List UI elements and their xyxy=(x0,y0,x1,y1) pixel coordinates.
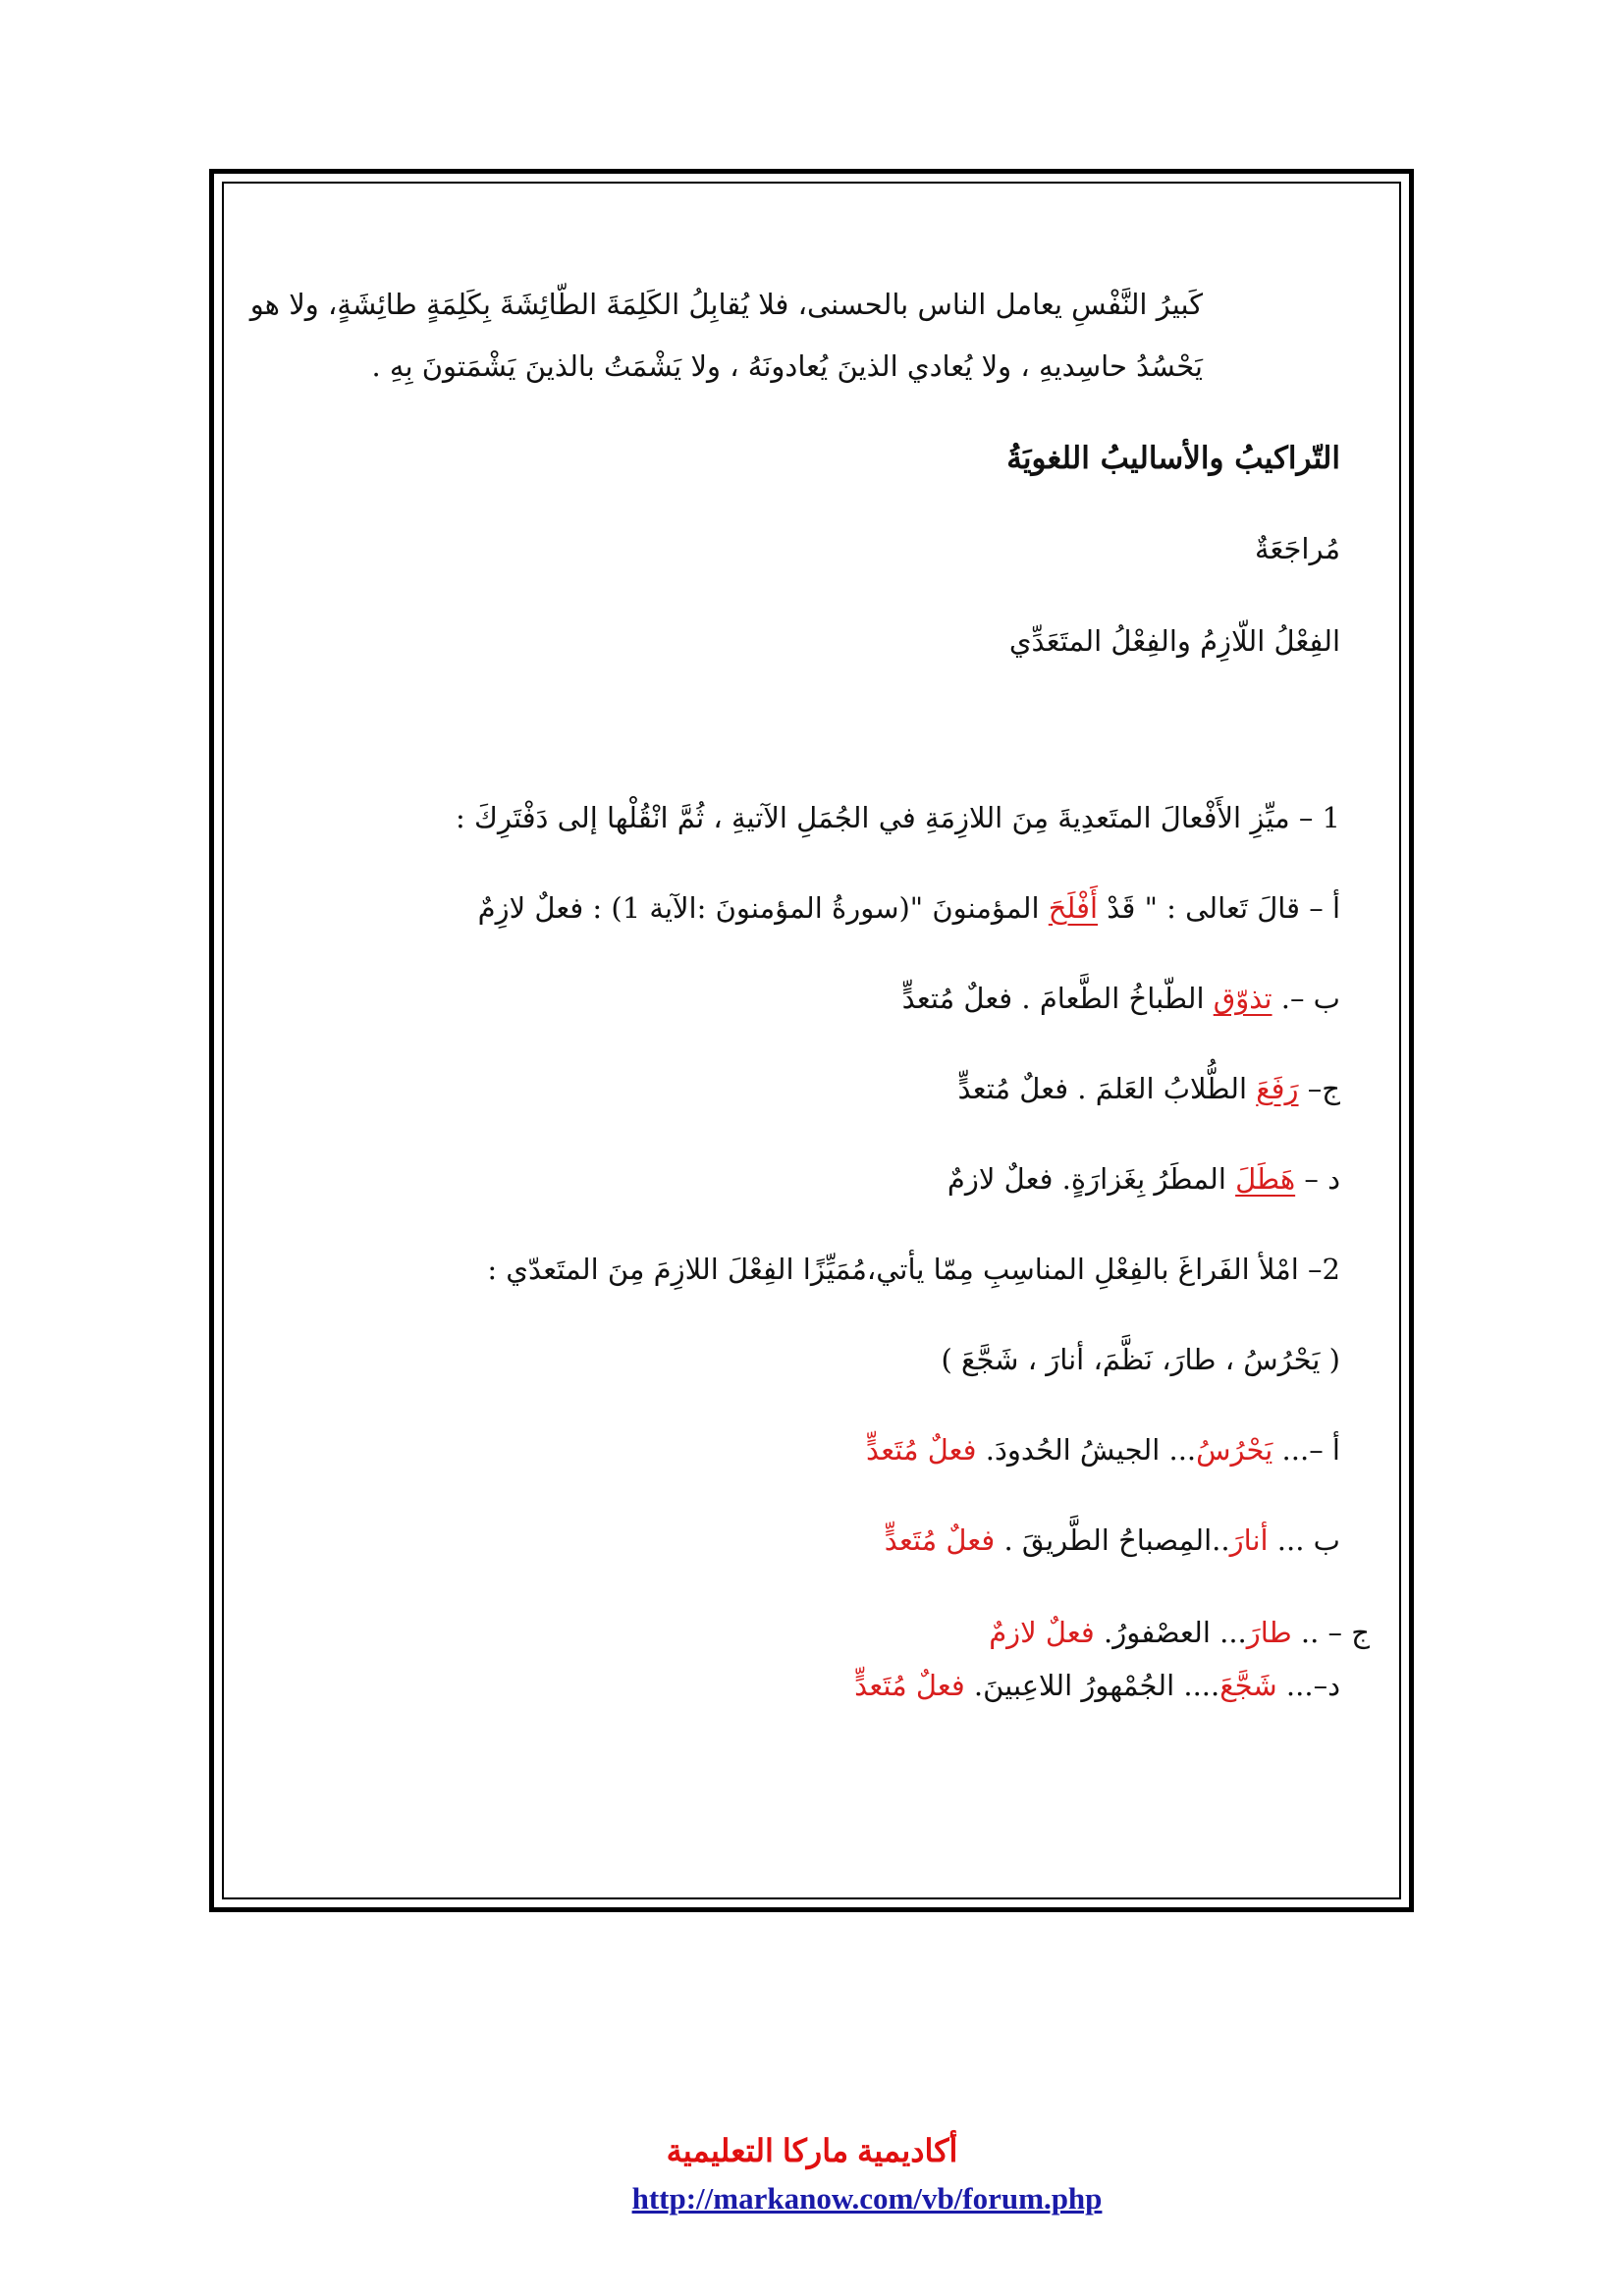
q2-choices: ( يَحْرُسُ ، طارَ، نَظَّمَ، أنارَ ، شَجَّعَ ) xyxy=(941,1343,1340,1376)
footer-academy-title: أكاديمية ماركا التعليمية xyxy=(666,2133,958,2168)
footer-forum-link[interactable]: http://markanow.com/vb/forum.php xyxy=(631,2181,1103,2216)
intro-line-2: يَحْسُدُ حاسِديهِ ، ولا يُعادي الذينَ يُعادونَهُ ، ولا يَشْمَتُ بالذينَ يَشْمَتونَ بِهِ . xyxy=(371,349,1203,383)
q2-item-b-pre: ب ... xyxy=(1268,1523,1340,1557)
q2-item-d-verb: شَجَّعَ xyxy=(1219,1669,1277,1702)
intro-line-1: كَبيرُ النَّفْسِ يعامل الناس بالحسنى، فلا يُقابِلُ الكَلِمَةَ الطّائِشَةَ بِكَلِمَةٍ طائِشَةٍ، ولا هو xyxy=(249,288,1203,321)
q2-item-c-verb: طارَ xyxy=(1246,1616,1292,1649)
q1-item-c xyxy=(958,1069,1340,1108)
document-content xyxy=(214,174,1409,1907)
q2-item-c-pre: ج – .. xyxy=(1291,1616,1370,1649)
q2-item-d-type: فعلٌ مُتَعدٍّ xyxy=(854,1669,965,1702)
q2-item-b-verb: أنارَ xyxy=(1229,1523,1269,1557)
q1-item-c-verb: رَفَعَ xyxy=(1256,1072,1299,1105)
q1-item-d-post: المطَرُ بِغَزارَةٍ. فعلٌ لازمٌ xyxy=(947,1162,1236,1196)
q1-item-a xyxy=(478,888,1340,928)
q2-item-b-type: فعلٌ مُتَعدٍّ xyxy=(884,1523,996,1557)
q2-item-a-pre: أ –... xyxy=(1272,1433,1340,1467)
q2-prompt: 2– امْلأ الفَراغَ بالفِعْلِ المناسِبِ مِمّا يأتي،مُمَيِّزًا الفِعْلَ اللازِمَ مِنَ المتَعدّي : xyxy=(487,1253,1340,1286)
q1-item-d xyxy=(947,1159,1340,1199)
q1-item-a-pre: أ – قالَ تَعالى : " قَدْ xyxy=(1098,891,1340,925)
topic-title: الفِعْلُ اللّازِمُ والفِعْلُ المتَعَدِّي xyxy=(1008,624,1340,658)
q2-item-d xyxy=(854,1666,1340,1705)
q1-item-b-post: الطّباخُ الطَّعامَ . فعلٌ مُتعدٍّ xyxy=(901,982,1214,1015)
q2-item-b-mid: ..المِصباحُ الطَّريقَ . xyxy=(995,1523,1230,1557)
q2-item-d-pre: د–... xyxy=(1276,1669,1340,1702)
q1-item-d-verb: هَطَلَ xyxy=(1235,1162,1296,1196)
q1-item-a-verb: أَفْلَحَ xyxy=(1048,891,1099,925)
q1-item-b-verb: تذوّق xyxy=(1213,982,1272,1015)
q1-item-c-pre: ج– xyxy=(1298,1072,1340,1105)
q2-item-d-mid: .... الجُمْهورُ اللاعِبينَ. xyxy=(964,1669,1220,1702)
q2-item-a-type: فعلٌ مُتَعدٍّ xyxy=(865,1433,977,1467)
q1-item-b-pre: ب –. xyxy=(1272,982,1340,1015)
q2-item-a-mid: ... الجيشُ الحُدودَ. xyxy=(976,1433,1197,1467)
q1-prompt: 1 – ميِّزِ الأَفْعالَ المتَعدِيةَ مِنَ اللازِمَةِ في الجُمَلِ الآتيةِ ، ثُمَّ انْقُلْها إلى دَفْتَرِكَ : xyxy=(456,801,1340,834)
page-border xyxy=(209,169,1414,1912)
q2-item-c-mid: ... العصْفورُ. xyxy=(1094,1616,1247,1649)
q1-item-d-pre: د – xyxy=(1295,1162,1340,1196)
review-label: مُراجَعَةٌ xyxy=(1254,532,1340,565)
section-title: التّراكيبُ والأساليبُ اللغويَةُ xyxy=(1006,441,1340,476)
q1-item-b xyxy=(902,979,1340,1018)
q2-item-a-verb: يَحْرُسُ xyxy=(1196,1433,1273,1467)
q2-item-c xyxy=(989,1613,1370,1652)
q2-item-b xyxy=(885,1521,1340,1560)
q1-item-c-post: الطُّلابُ العَلمَ . فعلٌ مُتعدٍّ xyxy=(957,1072,1257,1105)
q2-item-a xyxy=(866,1430,1340,1469)
q2-item-c-type: فعلٌ لازمٌ xyxy=(989,1616,1095,1649)
q1-item-a-post: المؤمنونَ "(سورةُ المؤمنونَ :الآية 1) : فعلٌ لازِمٌ xyxy=(477,891,1049,925)
